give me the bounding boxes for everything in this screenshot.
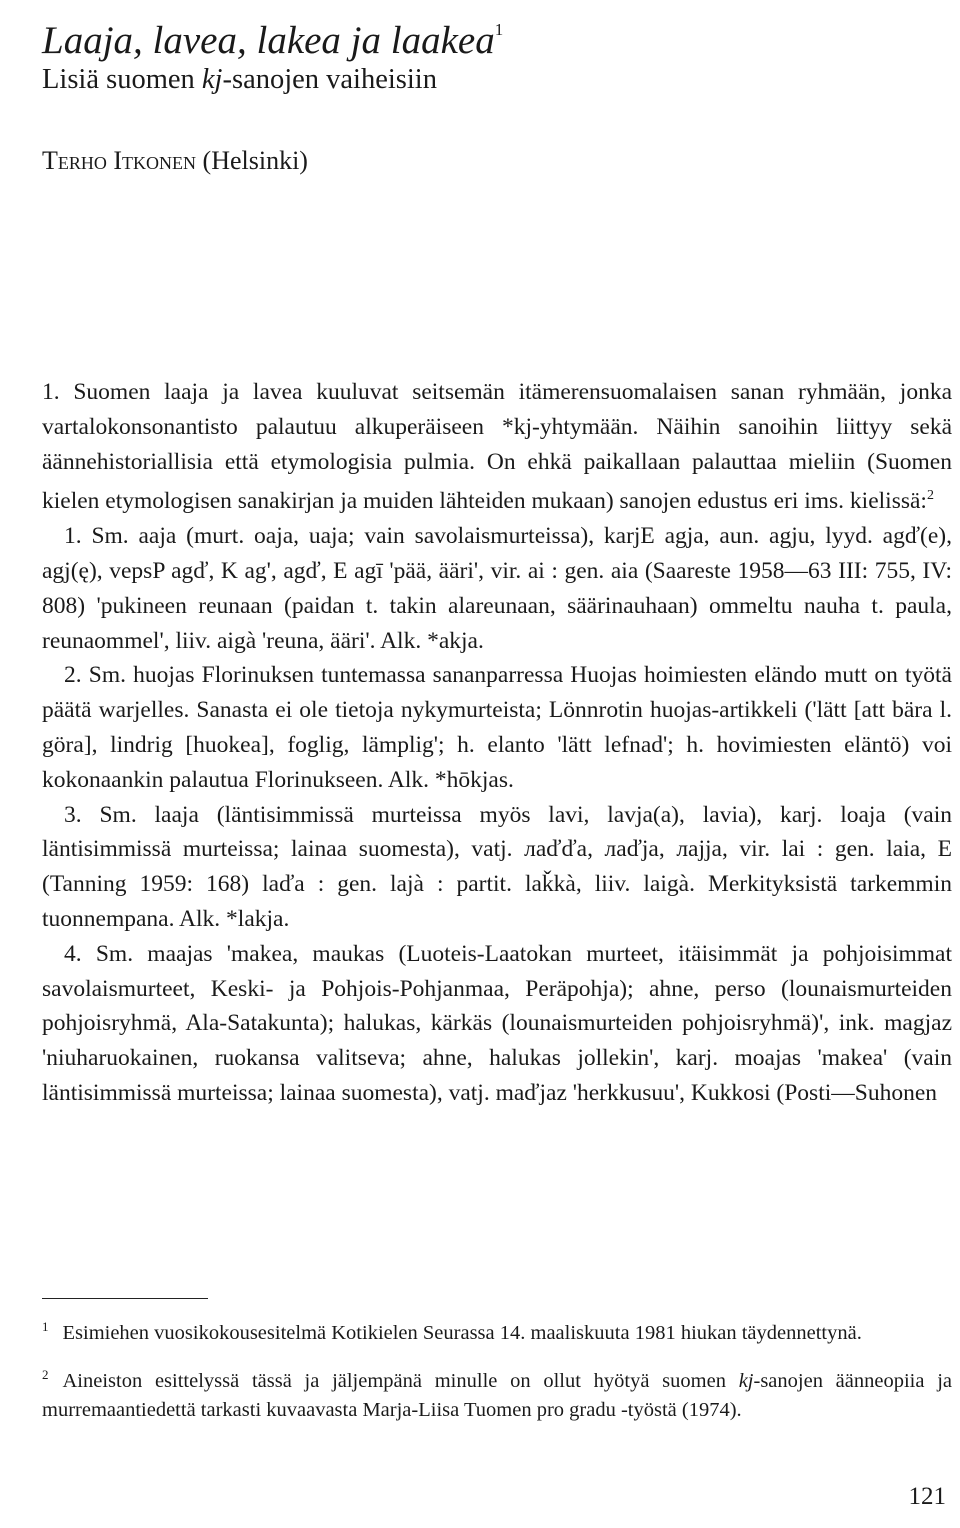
author-place: (Helsinki) — [202, 146, 308, 175]
paragraph-1 — [42, 375, 952, 519]
footnote-2-text-post: -sanojen äänneopiia ja murremaantiedettä tarkasti kuvaavasta Marja-Liisa Tuomen pro gradu -työstä (1974). — [42, 1370, 953, 1421]
footnote-1 — [42, 1312, 952, 1348]
subtitle-text-italic: kj — [201, 64, 223, 95]
paragraph-1-text: 1. Suomen laaja ja lavea kuuluvat seitsemän itämerensuomalaisen sanan ryhmään, jonka vartalokonsonantisto palautuu alkuperäiseen *kj-yhtymään. Näihin sanoihin liittyy sekä äännehistoriallisia että etymologisia pulmia. On ehkä paikallaan palauttaa mieliin (Suomen kielen etymologisen sanakirjan ja muiden lähteiden mukaan) sanojen edustus eri ims. kielissä: — [42, 379, 952, 515]
paragraph-3: 2. Sm. huojas Florinuksen tuntemassa sananparressa Huojas hoimiesten eländo mutt on työtä päätä warjelles. Sanasta ei ole tietoja nykymurteista; Lönnrotin huojas-artikkeli ('lätt [att bära l. göra], lindrig [huokea], foglig, lämplig'; h. elanto 'lätt lefnad'; h. hovimiesten eläntö) voi kokonaankin palautua Florinukseen. Alk. *hōkjas. — [42, 662, 952, 793]
paragraph-2: 1. Sm. aaja (murt. oaja, uaja; vain savolaismurteissa), karjE agja, aun. agju, lyyd. agď(e), agj(ę), vepsP agď, K ag', agď, E agī 'pää, ääri', vir. ai : gen. aia (Saareste 1958—63 III: 755, IV: 808) 'pukineen reunaan (paidan t. takin alareunaan, säärinauhaan) ommeltu nauha t. paula, reunaommel', liiv. aigà 'reuna, ääri'. Alk. *akja. — [42, 523, 952, 654]
footnote-2-text-pre: Aineiston esittelyssä tässä ja jäljempänä minulle on ollut hyötyä suomen — [62, 1370, 739, 1392]
article-title — [42, 2, 503, 69]
title-footnote-mark: 1 — [494, 20, 504, 39]
article-body — [42, 375, 952, 1111]
footnotes — [42, 1312, 952, 1437]
footnote-2 — [42, 1360, 952, 1425]
paragraph-4: 3. Sm. laaja (läntisimmissä murteissa myös lavi, lavja(a), lavia), karj. loaja (vain läntisimmissä murteissa; lainaa suomesta), vatj. лаďďa, лаďja, лajja, vir. lai : gen. laia, E (Tanning 1959: 168) laďa : gen. lajà : partit. laǩkà, liiv. laigà. Merkityksistä tarkemmin tuonnempana. Alk. *lakja. — [42, 801, 952, 932]
author-name: Terho Itkonen — [42, 146, 197, 175]
subtitle-text-pre: Lisiä suomen — [42, 64, 202, 95]
subtitle-text-post: -sanojen vaiheisiin — [222, 64, 437, 95]
footnote-2-mark: 2 — [42, 1367, 49, 1382]
title-text: Laaja, lavea, lakea ja laakea — [42, 19, 495, 62]
footnote-ref-2: 2 — [926, 488, 934, 504]
page-number: 121 — [908, 1483, 946, 1510]
author-line — [42, 144, 308, 178]
article-subtitle — [42, 62, 437, 98]
footnote-2-text-italic: kj — [738, 1370, 754, 1392]
paragraph-5: 4. Sm. maajas 'makea, maukas (Luoteis-Laatokan murteet, itäisimmät ja pohjoisimmat savolaismurteet, Keski- ja Pohjois-Pohjanmaa, Peräpohja); ahne, perso (lounaismurteiden pohjoisryhmä, Ala-Satakunta); halukas, kärkäs (lounaismurteiden pohjoisryhmä)', ink. magjaz 'niuharuokainen, ruokansa valitseva; ahne, halukas jollekin', karj. moajas 'makea' (vain läntisimmissä murteissa; lainaa suomesta), vatj. maďjaz 'herkkusuu', Kukkosi (Posti—Suhonen — [42, 940, 952, 1106]
footnote-1-text: Esimiehen vuosikokousesitelmä Kotikielen Seurassa 14. maaliskuuta 1981 hiukan täydennettynä. — [62, 1322, 862, 1344]
footnote-divider — [42, 1298, 208, 1299]
footnote-1-mark: 1 — [42, 1319, 49, 1334]
